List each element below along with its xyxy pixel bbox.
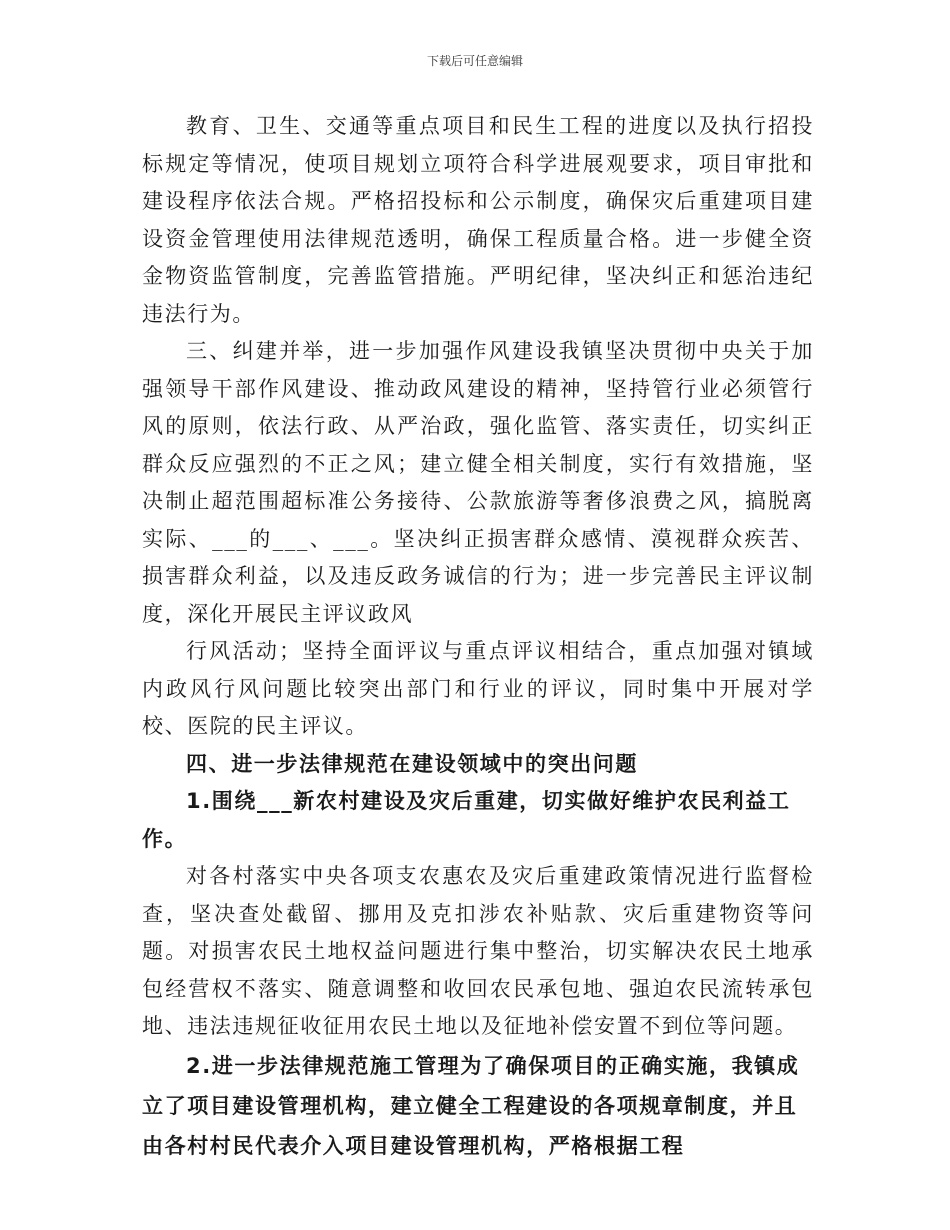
section-heading-4: 四、进一步法律规范在建设领域中的突出问题: [186, 751, 638, 776]
paragraph-2: 三、纠建并举，进一步加强作风建设我镇坚决贯彻中央关于加强领导干部作风建设、推动政风建设的精神，坚持管行业必须管行风的原则，依法行政、从严治政，强化监管、落实责任，切实纠正群众反应强烈的不正之风；建立健全相关制度，实行有效措施，坚决制止超范围超标准公务接待、公款旅游等奢侈浪费之风，搞脱离实际、___的___、___。坚决纠正损害群众感情、漠视群众疾苦、损害群众利益，以及违反政务诚信的行为；进一步完善民主评议制度，深化开展民主评议政风: [142, 339, 814, 626]
subsection-heading-4-1: 1.围绕___新农村建设及灾后重建，切实做好维护农民利益工作。: [142, 789, 791, 851]
paragraph-3: 行风活动；坚持全面评议与重点评议相结合，重点加强对镇域内政风行风问题比较突出部门和行业的评议，同时集中开展对学校、医院的民主评议。: [142, 639, 814, 738]
paragraph-5: 2.进一步法律规范施工管理为了确保项目的正确实施，我镇成立了项目建设管理机构，建立健全工程建设的各项规章制度，并且由各村村民代表介入项目建设管理机构，严格根据工程: [142, 1053, 800, 1158]
paragraph-4: 对各村落实中央各项支农惠农及灾后重建政策情况进行监督检查，坚决查处截留、挪用及克扣涉农补贴款、灾后重建物资等问题。对损害农民土地权益问题进行集中整治，切实解决农民土地承包经营权不落实、随意调整和收回农民承包地、强迫农民流转承包地、违法违规征收征用农民土地以及征地补偿安置不到位等问题。: [142, 864, 814, 1038]
page-header: 下载后可任意编辑: [426, 54, 523, 68]
document-body: [142, 108, 814, 1166]
paragraph-1: 教育、卫生、交通等重点项目和民生工程的进度以及执行招投标规定等情况，使项目规划立项符合科学进展观要求，项目审批和建设程序依法合规。严格招投标和公示制度，确保灾后重建项目建设资金管理使用法律规范透明，确保工程质量合格。进一步健全资金物资监管制度，完善监管措施。严明纪律，坚决纠正和惩治违纪违法行为。: [142, 114, 814, 326]
